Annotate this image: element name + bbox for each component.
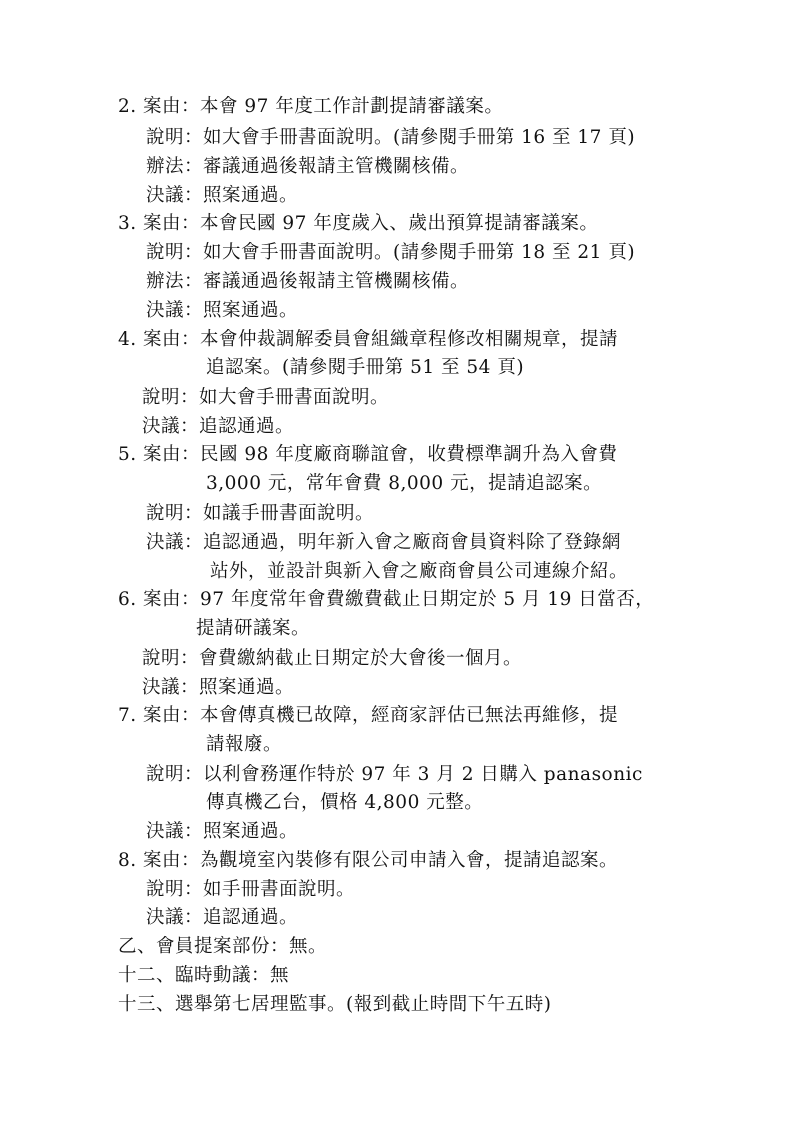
item-7-case: 7. 案由：本會傳真機已故障，經商家評估已無法再維修，提 bbox=[118, 705, 619, 726]
item-3-method: 辦法：審議通過後報請主管機關核備。 bbox=[146, 271, 470, 292]
item-5-case-cont: 3,000 元，常年會費 8,000 元，提請追認案。 bbox=[206, 473, 603, 494]
item-6-case-cont: 提請研議案。 bbox=[196, 618, 311, 639]
item-7-explanation-cont: 傳真機乙台，價格 4,800 元整。 bbox=[206, 792, 484, 813]
item-2-explanation: 說明：如大會手冊書面說明。(請參閱手冊第 16 至 17 頁) bbox=[146, 127, 636, 148]
item-8-resolution: 決議：追認通過。 bbox=[146, 907, 299, 928]
section-13-election: 十三、選舉第七居理監事。(報到截止時間下午五時) bbox=[118, 994, 552, 1015]
item-3-case: 3. 案由：本會民國 97 年度歲入、歲出預算提請審議案。 bbox=[118, 213, 599, 234]
section-yi-member-proposals: 乙、會員提案部份：無。 bbox=[118, 936, 328, 957]
item-5-resolution-cont: 站外，並設計與新入會之廠商會員公司連線介紹。 bbox=[210, 561, 629, 582]
item-2-resolution: 決議：照案通過。 bbox=[146, 185, 299, 206]
item-6-resolution: 決議：照案通過。 bbox=[142, 677, 295, 698]
item-8-case: 8. 案由：為觀境室內裝修有限公司申請入會，提請追認案。 bbox=[118, 850, 619, 871]
item-8-explanation: 說明：如手冊書面說明。 bbox=[146, 879, 356, 900]
item-2-method: 辦法：審議通過後報請主管機關核備。 bbox=[146, 156, 470, 177]
item-3-resolution: 決議：照案通過。 bbox=[146, 300, 299, 321]
section-12-extempore-motions: 十二、臨時動議：無 bbox=[118, 965, 290, 986]
item-6-case: 6. 案由：97 年度常年會費繳費截止日期定於 5 月 19 日當否， bbox=[118, 589, 655, 610]
item-5-resolution: 決議：追認通過，明年新入會之廠商會員資料除了登錄網 bbox=[146, 532, 622, 553]
item-4-case-cont: 追認案。(請參閱手冊第 51 至 54 頁) bbox=[206, 357, 525, 378]
item-6-explanation: 說明：會費繳納截止日期定於大會後一個月。 bbox=[142, 648, 523, 669]
item-7-case-cont: 請報廢。 bbox=[206, 734, 283, 755]
item-2-case: 2. 案由：本會 97 年度工作計劃提請審議案。 bbox=[118, 96, 504, 117]
item-3-explanation: 說明：如大會手冊書面說明。(請參閱手冊第 18 至 21 頁) bbox=[146, 242, 636, 263]
item-5-explanation: 說明：如議手冊書面說明。 bbox=[146, 503, 375, 524]
item-5-case: 5. 案由：民國 98 年度廠商聯誼會，收費標準調升為入會費 bbox=[118, 444, 618, 465]
item-7-explanation: 說明：以利會務運作特於 97 年 3 月 2 日購入 panasonic bbox=[146, 764, 643, 785]
item-4-explanation: 說明：如大會手冊書面說明。 bbox=[142, 387, 390, 408]
item-4-case: 4. 案由：本會仲裁調解委員會組織章程修改相關規章，提請 bbox=[118, 329, 619, 350]
item-7-resolution: 決議：照案通過。 bbox=[146, 821, 299, 842]
item-4-resolution: 決議：追認通過。 bbox=[142, 416, 295, 437]
